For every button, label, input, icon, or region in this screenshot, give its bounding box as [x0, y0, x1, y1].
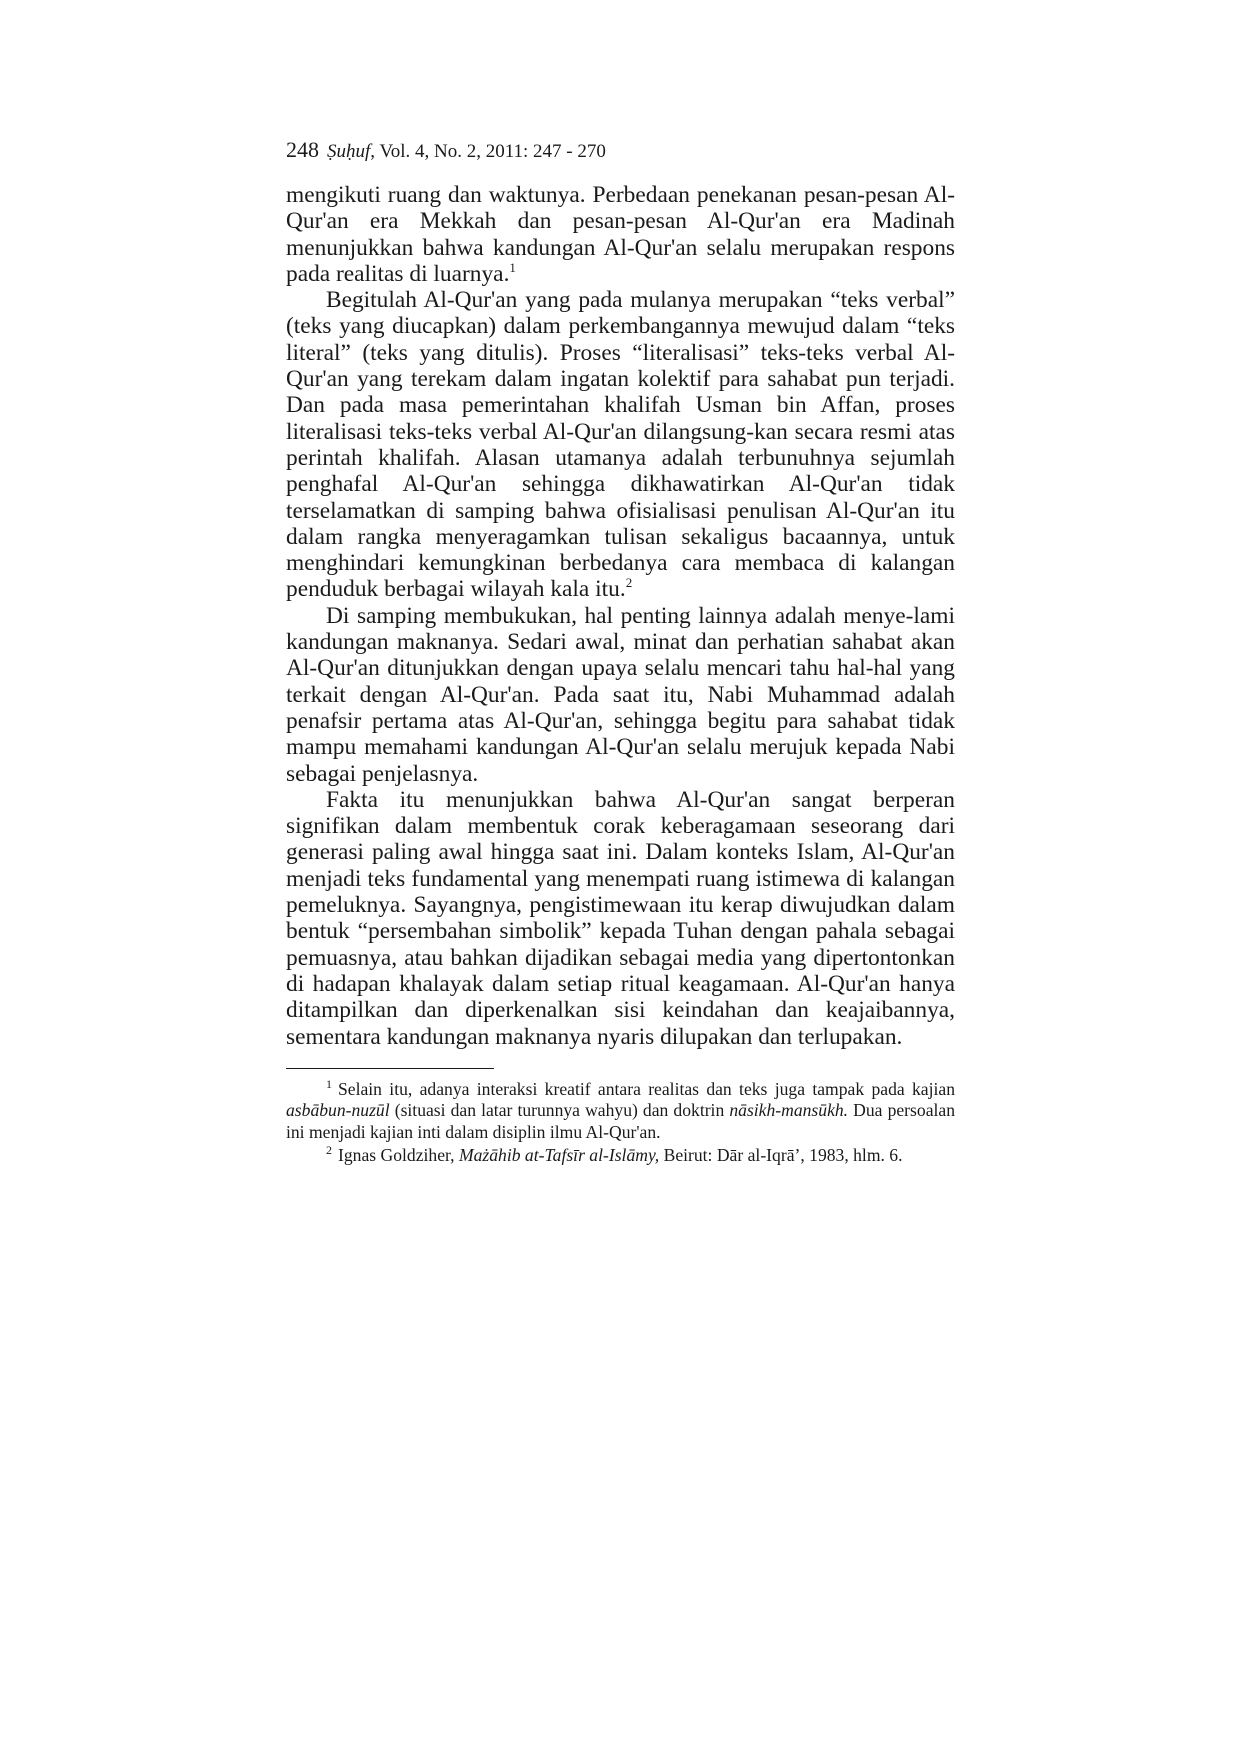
footnote-italic: Mażāhib at-Tafsīr al-Islāmy,	[458, 1144, 660, 1165]
footnote-number: 1	[326, 1076, 332, 1091]
paragraph-text: Di samping membukukan, hal penting lainnya adalah menye-lami kandungan maknanya. Sedari awal, minat dan perhatian sahabat akan Al-Qur'an ditunjukkan dengan upaya selalu mencari tahu hal-hal yang terkait dengan Al-Qur'an. Pada saat itu, Nabi Muhammad adalah penafsir pertama atas Al-Qur'an, sehingga begitu para sahabat tidak mampu memahami kandungan Al-Qur'an selalu merujuk kepada Nabi sebagai penjelasnya.	[286, 602, 955, 787]
paragraph-text: mengikuti ruang dan waktunya. Perbedaan penekanan pesan-pesan Al-Qur'an era Mekkah dan pesan-pesan Al-Qur'an era Madinah menunjukkan bahwa kandungan Al-Qur'an selalu merupakan respons pada realitas di luarnya.	[286, 182, 955, 287]
footnote-divider	[286, 1068, 494, 1069]
footnote-text: Ignas Goldziher,	[338, 1144, 459, 1165]
footnote-italic: asbābun-nuzūl	[286, 1100, 390, 1121]
footnote	[286, 1076, 955, 1144]
footnote-ref[interactable]: 1	[509, 260, 516, 276]
footnote-text: Selain itu, adanya interaksi kreatif antara realitas dan teks juga tampak pada kajian	[338, 1078, 955, 1099]
body-text	[286, 182, 955, 1050]
page-number: 248	[286, 137, 319, 162]
footnote-text: Dua persoalan ini menjadi kajian inti dalam disiplin ilmu Al-Qur'an.	[286, 1100, 955, 1142]
footnotes	[286, 1076, 955, 1166]
journal-title: Ṣuḥuf	[327, 141, 371, 162]
paragraph-text: Begitulah Al-Qur'an yang pada mulanya merupakan “teks verbal” (teks yang diucapkan) dalam perkembangannya mewujud dalam “teks literal” (teks yang ditulis). Proses “literalisasi” teks-teks verbal Al-Qur'an yang terekam dalam ingatan kolektif para sahabat pun terjadi. Dan pada masa pemerintahan khalifah Usman bin Affan, proses literalisasi teks-teks verbal Al-Qur'an dilangsung-kan secara resmi atas perintah khalifah. Alasan utamanya adalah terbunuhnya sejumlah penghafal Al-Qur'an sehingga dikhawatirkan Al-Qur'an tidak terselamatkan di samping bahwa ofisialisasi penulisan Al-Qur'an itu dalam rangka menyeragamkan tulisan sekaligus bacaannya, untuk menghindari kemungkinan berbedanya cara membaca di kalangan penduduk berbagai wilayah kala itu.	[286, 287, 955, 603]
page	[286, 138, 955, 1167]
footnote-text: Beirut: Dār al-Iqrā’, 1983, hlm. 6.	[659, 1144, 903, 1165]
paragraph	[286, 603, 955, 787]
paragraph-text: Fakta itu menunjukkan bahwa Al-Qur'an sangat berperan signifikan dalam membentuk corak keberagamaan seseorang dari generasi paling awal hingga saat ini. Dalam konteks Islam, Al-Qur'an menjadi teks fundamental yang menempati ruang istimewa di kalangan pemeluknya. Sayangnya, pengistimewaan itu kerap diwujudkan dalam bentuk “persembahan simbolik” kepada Tuhan dengan pahala sebagai pemuasnya, atau bahkan dijadikan sebagai media yang dipertontonkan di hadapan khalayak dalam setiap ritual keagamaan. Al-Qur'an hanya ditampilkan dan diperkenalkan sisi keindahan dan keajaibannya, sementara kandungan maknanya nyaris dilupakan dan terlupakan.	[286, 786, 955, 1050]
footnote	[286, 1142, 955, 1167]
paragraph	[286, 787, 955, 1050]
footnote-number: 2	[326, 1142, 332, 1157]
paragraph	[286, 287, 955, 603]
paragraph	[286, 182, 955, 287]
footnote-italic: nāsikh-mansūkh.	[729, 1100, 849, 1121]
running-head	[286, 138, 955, 164]
footnote-text: (situasi dan latar turunnya wahyu) dan doktrin	[389, 1100, 730, 1121]
journal-citation: , Vol. 4, No. 2, 2011: 247 - 270	[370, 141, 606, 162]
footnote-ref[interactable]: 2	[625, 575, 633, 591]
